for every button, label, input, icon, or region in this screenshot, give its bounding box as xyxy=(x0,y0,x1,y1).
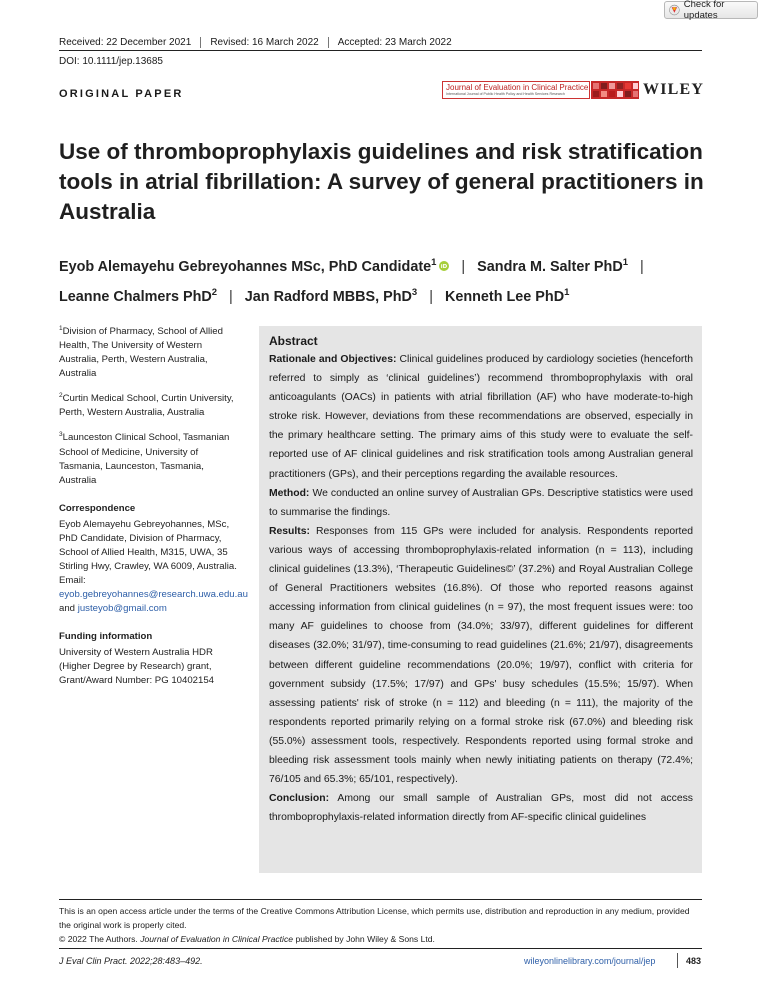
crossmark-icon xyxy=(669,4,680,16)
affiliation xyxy=(59,428,243,487)
journal-logo-title: Journal of Evaluation in Clinical Practice xyxy=(446,83,589,92)
author-name: Jan Radford MBBS, PhD xyxy=(244,288,412,305)
citation xyxy=(59,956,203,966)
check-for-updates-label: Check for updates xyxy=(683,0,725,21)
journal-logo xyxy=(442,81,590,99)
abstract-rationale xyxy=(269,350,693,484)
date-divider xyxy=(328,37,329,48)
abstract-box xyxy=(259,326,702,873)
copyright-prefix: © 2022 The Authors. xyxy=(59,934,138,944)
affiliation xyxy=(59,389,243,420)
author-affiliation-number: 1 xyxy=(564,286,570,298)
author-name: Leanne Chalmers PhD xyxy=(59,288,212,305)
author-divider: | xyxy=(229,288,233,305)
section-label: ORIGINAL PAPER xyxy=(59,88,184,100)
article-title: Use of thromboprophylaxis guidelines and risk stratification tools in atrial fibrillation: A survey of general practitioners in Australia xyxy=(59,139,704,224)
author-divider: | xyxy=(461,258,466,275)
license-notice xyxy=(59,904,702,946)
doi: DOI: 10.1111/jep.13685 xyxy=(59,56,163,67)
author-name: Eyob Alemayehu Gebreyohannes MSc, PhD Candidate xyxy=(59,258,432,275)
article-dates xyxy=(59,37,452,48)
abstract-label: Conclusion: xyxy=(269,793,330,805)
abstract-method xyxy=(269,484,693,522)
journal-mosaic-logo xyxy=(591,81,639,99)
page-number-divider xyxy=(677,953,678,968)
publisher-logo: WILEY xyxy=(643,81,705,98)
funding-text: University of Western Australia HDR (Higher Degree by Research) grant, Grant/Award Number: PG 10402154 xyxy=(59,646,215,686)
journal-logo-subtitle: International Journal of Public Health Policy and Health Services Research xyxy=(446,92,565,96)
check-for-updates-button[interactable] xyxy=(664,1,758,19)
received-date: Received: 22 December 2021 xyxy=(59,37,192,48)
revised-date: Revised: 16 March 2022 xyxy=(210,37,319,48)
journal-url[interactable]: wileyonlinelibrary.com/journal/jep xyxy=(524,956,656,966)
affiliation-number: 2 xyxy=(59,392,63,400)
orcid-icon[interactable] xyxy=(439,261,449,271)
accepted-date: Accepted: 23 March 2022 xyxy=(337,37,452,48)
email-and: and xyxy=(59,602,76,614)
author-affiliation-number: 3 xyxy=(411,286,418,298)
affiliation-text: Division of Pharmacy, School of Allied Health, The University of Western Australia, Perth, Western Australia, Australia xyxy=(59,326,223,380)
author-divider: | xyxy=(640,258,644,275)
author-name: Kenneth Lee PhD xyxy=(444,288,565,305)
author-affiliation-number: 2 xyxy=(211,286,218,298)
correspondence-text: Eyob Alemayehu Gebreyohannes, MSc, PhD Candidate, Division of Pharmacy, School of Allied Health, M315, UWA, 35 Stirling Hwy, Crawley, WA 6009, Australia. xyxy=(59,518,237,572)
abstract-results xyxy=(269,522,693,789)
abstract-text: Responses from 115 GPs were included for analysis. Respondents reported various ways of accessing thromboprophylaxis-related information (n = 113), including clinical guidelines (13.3%), ‘Therapeutic Guidelines©’ (37.2%) and Royal Australian College of General Practitioners websites (16.8%). Of those who reported reasons against accessing information from clinical guidelines (n = 97), the most frequent issues were: too many AF guidelines to choose from (34.0%; 33/97), different guidelines for different diseases (32.0%; 31/97), time-consuming to read guidelines (21.6%; 21/97), disagreements between different guideline recommendations (20.0%; 19/97), conflict with criteria for government subsidy (17.5%; 17/97) and GPs' busy schedules (15.5%; 15/97). When assessing patients' risk of stroke (n = 112) and bleeding (n = 111), the majority of the respondents reported primarily relying on a formal stroke risk (67.0%) and bleeding risk (55.0%) assessment tools, respectively. Respondents reported using formal stroke and bleeding risk assessment tools mainly when newly initiating patients on therapy (72.4%; 76/105 and 65.3%; 65/101, respectively). xyxy=(269,525,694,786)
affiliation xyxy=(59,322,243,381)
affiliation-number: 1 xyxy=(59,325,63,332)
svg-text:iD: iD xyxy=(441,263,448,270)
copyright-journal: Journal of Evaluation in Clinical Practice xyxy=(140,934,294,944)
citation-text: J Eval Clin Pract. 2022;28:483–492. xyxy=(59,956,203,966)
header-rule xyxy=(59,50,702,51)
footer-rule xyxy=(59,899,702,900)
copyright xyxy=(59,932,702,946)
email-link[interactable]: justeyob@gmail.com xyxy=(77,602,167,614)
funding-heading: Funding information xyxy=(59,630,153,642)
page-number: 483 xyxy=(686,956,702,966)
author-affiliation-number: 1 xyxy=(431,257,437,268)
correspondence-heading: Correspondence xyxy=(59,502,136,514)
copyright-suffix: published by John Wiley & Sons Ltd. xyxy=(295,934,435,944)
author-list xyxy=(59,250,709,310)
bottom-rule xyxy=(59,948,702,949)
author-name: Sandra M. Salter PhD xyxy=(477,258,623,275)
abstract-conclusion xyxy=(269,789,693,827)
license-text: This is an open access article under the terms of the Creative Commons Attribution License, which permits use, distribution and reproduction in any medium, provided the original work is properly cited. xyxy=(59,906,690,930)
abstract-heading: Abstract xyxy=(269,334,318,348)
affiliation-text: Launceston Clinical School, Tasmanian School of Medicine, University of Tasmania, Launceston, Tasmania, Australia xyxy=(59,432,230,486)
abstract-text: We conducted an online survey of Australian GPs. Descriptive statistics were used to summarise the findings. xyxy=(269,487,693,518)
correspondence-block xyxy=(59,518,248,616)
affiliation-number: 3 xyxy=(59,431,63,439)
affiliation-text: Curtin Medical School, Curtin University, Perth, Western Australia, Australia xyxy=(59,393,234,419)
author-divider: | xyxy=(429,288,433,305)
abstract-label: Method: xyxy=(269,487,310,499)
left-column xyxy=(59,322,248,696)
date-divider xyxy=(200,37,201,48)
email-label: Email: xyxy=(59,574,86,586)
abstract-text: Among our small sample of Australian GPs, most did not access thromboprophylaxis-related information directly from AF-specific clinical guidelines xyxy=(269,793,693,824)
email-link[interactable]: eyob.gebreyohannes@research.uwa.edu.au xyxy=(59,588,248,600)
abstract-label: Rationale and Objectives: xyxy=(269,354,397,365)
author-affiliation-number: 1 xyxy=(622,257,629,268)
abstract-label: Results: xyxy=(269,525,310,537)
abstract-text: Clinical guidelines produced by cardiology societies (henceforth referred to simply as ‘clinical guidelines’) recommend thromboprophylaxis with oral anticoagulants (OACs) in patients with atrial fibrillation (AF) who have moderate-to-high stroke risk. However, deviations from these recommendations are observed, especially in the primary healthcare setting. The primary aims of this study were to evaluate the self-reported use of AF clinical guidelines and risk stratification tools among Australian general practitioners (GPs), and their perceptions regarding the available resources. xyxy=(269,354,693,480)
